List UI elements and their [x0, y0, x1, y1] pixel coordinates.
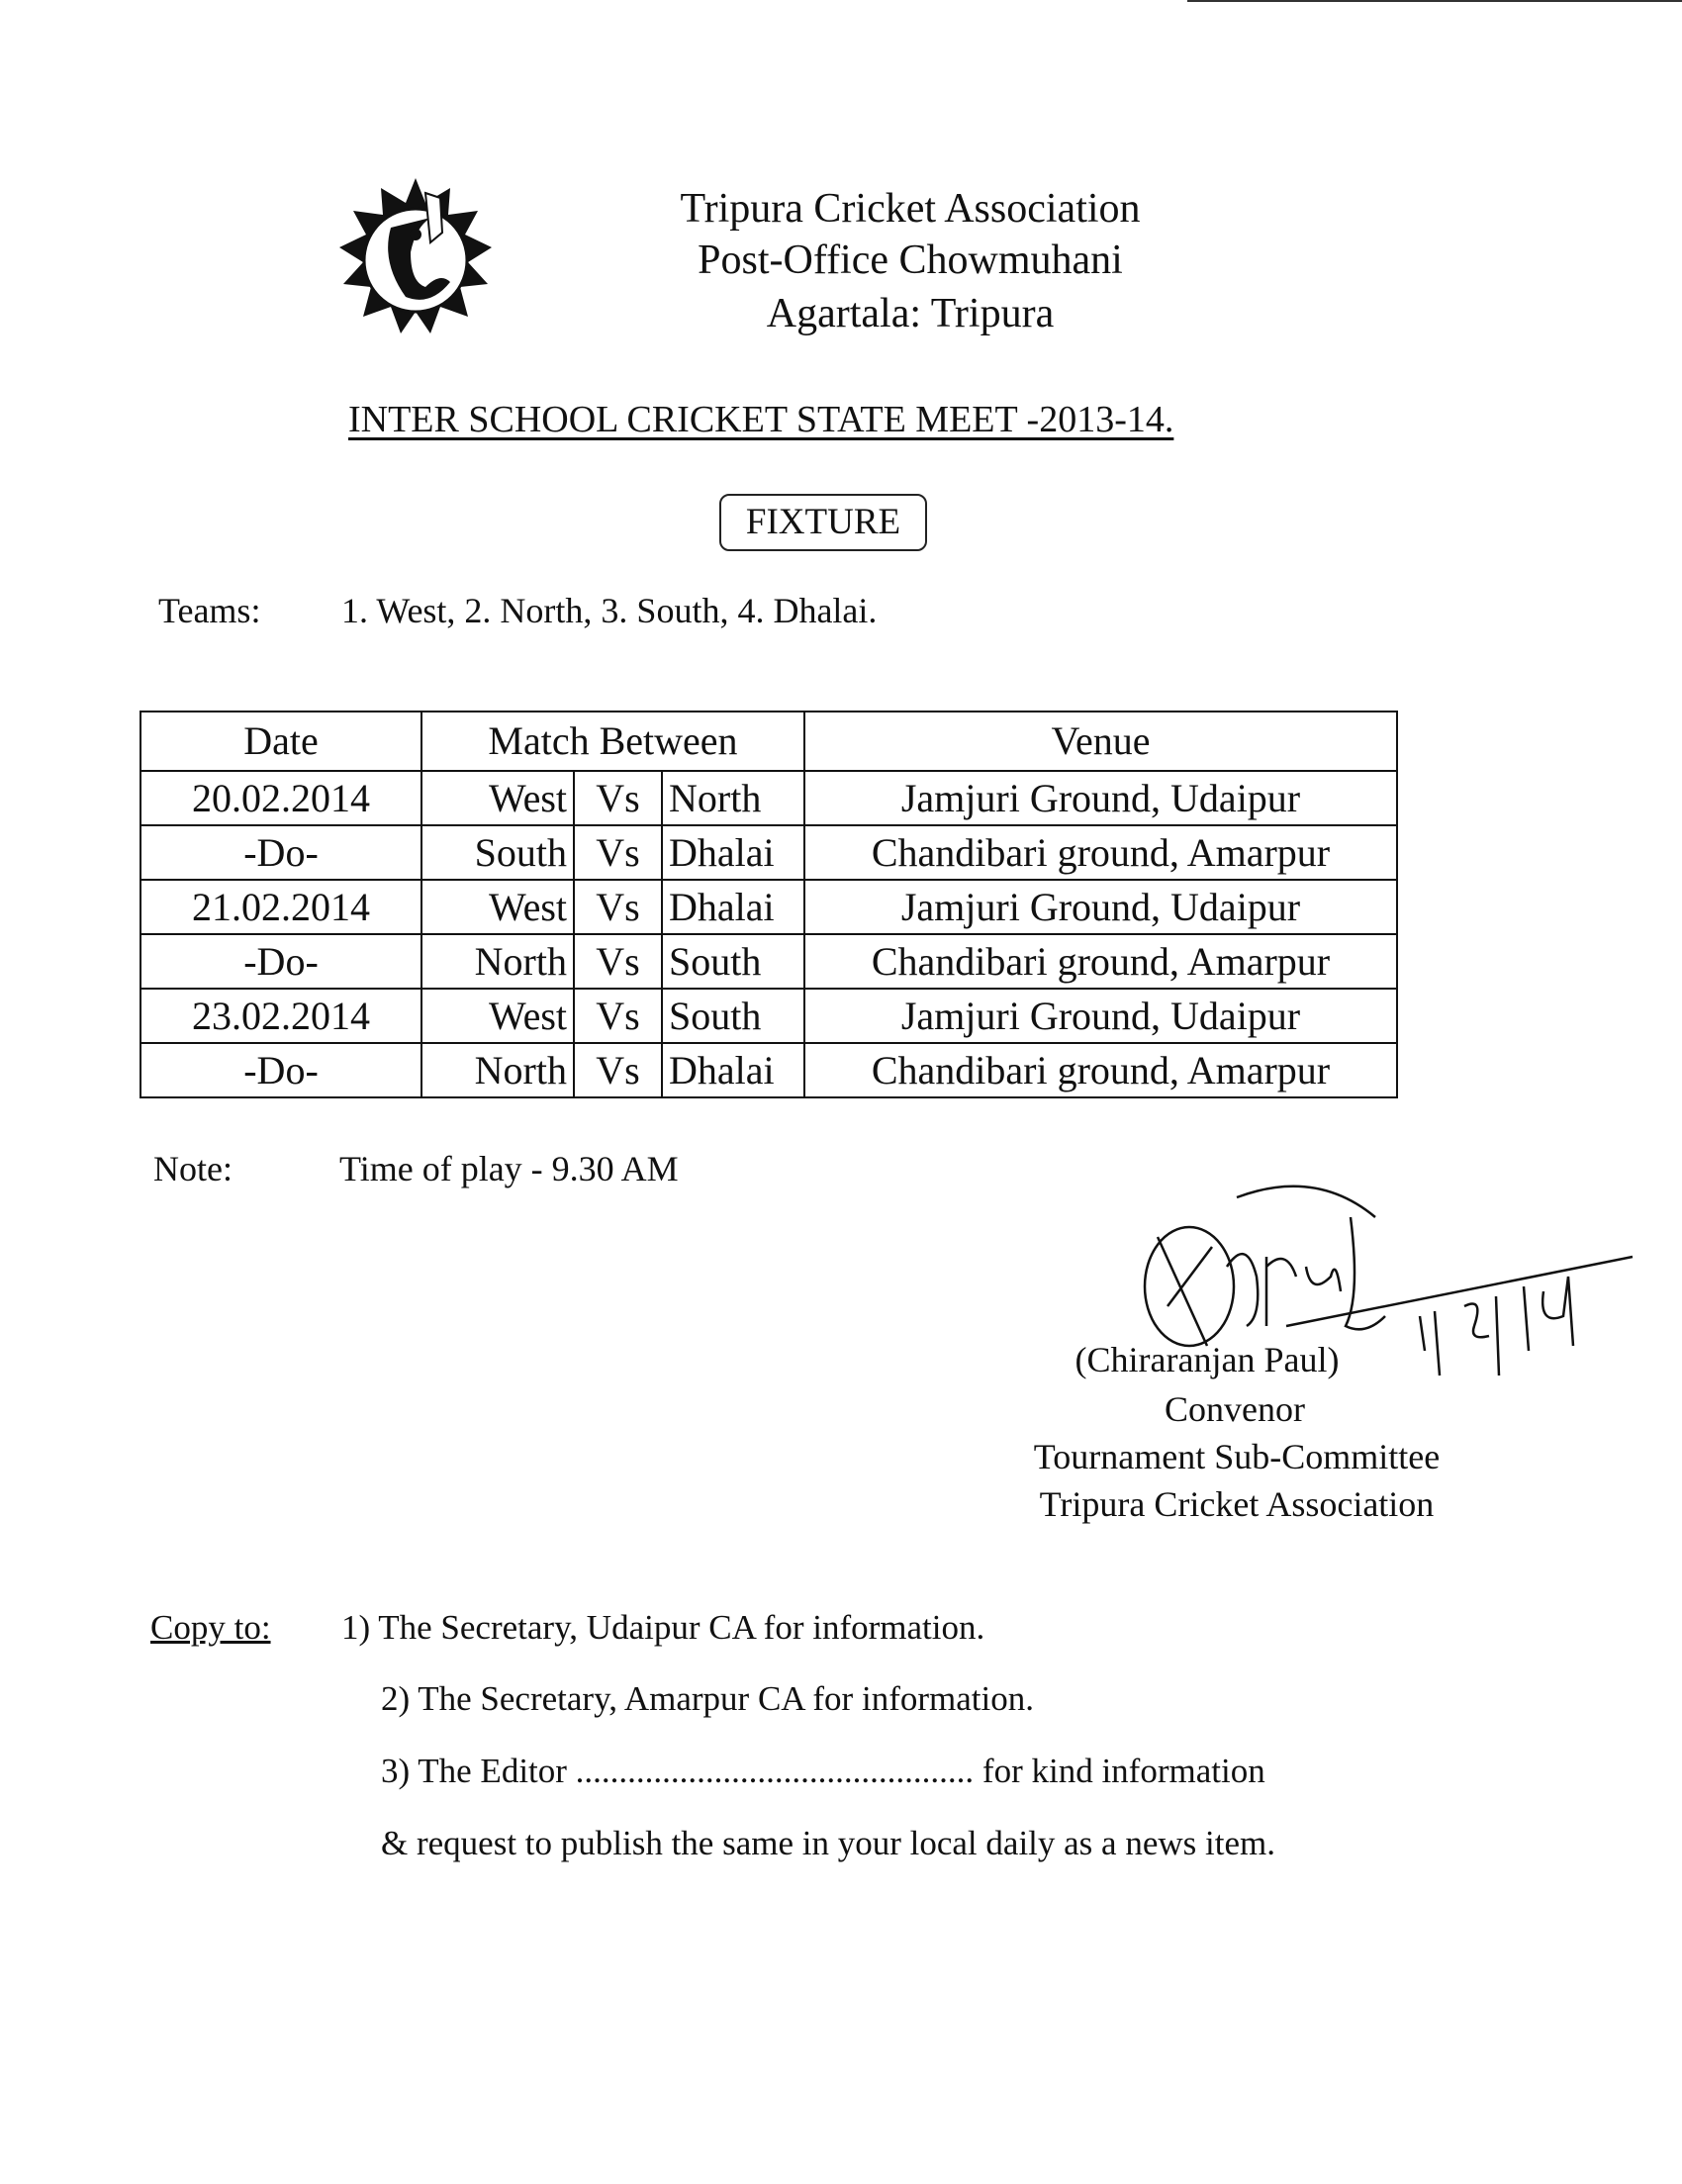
address-line-1: Post-Office Chowmuhani — [698, 237, 1123, 283]
organization-name: Tripura Cricket Association — [680, 186, 1141, 232]
cell-date: 20.02.2014 — [140, 771, 421, 825]
cell-date: 21.02.2014 — [140, 880, 421, 934]
signatory-committee: Tournament Sub-Committee — [1033, 1437, 1441, 1476]
cell-team1: South — [421, 825, 574, 880]
fixture-table — [140, 711, 1398, 1098]
table-row — [140, 1043, 1397, 1097]
cell-date: -Do- — [140, 825, 421, 880]
table-row — [140, 934, 1397, 989]
signatory-organization: Tripura Cricket Association — [1039, 1484, 1435, 1524]
signatory-designation: Convenor — [1165, 1389, 1305, 1429]
table-row — [140, 825, 1397, 880]
cell-team1: North — [421, 934, 574, 989]
cell-team1: West — [421, 989, 574, 1043]
cell-vs: Vs — [574, 880, 662, 934]
cell-vs: Vs — [574, 989, 662, 1043]
cell-team1: North — [421, 1043, 574, 1097]
cell-team2: South — [662, 989, 804, 1043]
copy-to-item: 1) The Secretary, Udaipur CA for information. — [341, 1608, 985, 1647]
header-match-between: Match Between — [421, 712, 804, 771]
table-row — [140, 771, 1397, 825]
cell-venue: Jamjuri Ground, Udaipur — [804, 989, 1397, 1043]
header-venue: Venue — [804, 712, 1397, 771]
scan-edge-line — [1187, 0, 1682, 2]
cell-team2: Dhalai — [662, 1043, 804, 1097]
cell-date: -Do- — [140, 1043, 421, 1097]
teams-label: Teams: — [158, 591, 261, 630]
cell-team1: West — [421, 771, 574, 825]
copy-to-label: Copy to: — [150, 1608, 271, 1647]
cell-venue: Chandibari ground, Amarpur — [804, 1043, 1397, 1097]
note-value: Time of play - 9.30 AM — [339, 1149, 679, 1188]
copy-to-item: 2) The Secretary, Amarpur CA for information. — [381, 1679, 1034, 1718]
header-date: Date — [140, 712, 421, 771]
cell-date: -Do- — [140, 934, 421, 989]
fixture-heading: FIXTURE — [719, 494, 927, 551]
cell-vs: Vs — [574, 771, 662, 825]
cell-vs: Vs — [574, 1043, 662, 1097]
address-line-2: Agartala: Tripura — [766, 291, 1055, 336]
cell-team2: Dhalai — [662, 880, 804, 934]
table-row — [140, 880, 1397, 934]
cell-venue: Chandibari ground, Amarpur — [804, 825, 1397, 880]
note-label: Note: — [153, 1149, 233, 1188]
cell-date: 23.02.2014 — [140, 989, 421, 1043]
tca-emblem-icon — [331, 173, 500, 341]
teams-value: 1. West, 2. North, 3. South, 4. Dhalai. — [341, 591, 878, 630]
cell-vs: Vs — [574, 825, 662, 880]
cell-team2: South — [662, 934, 804, 989]
cell-venue: Jamjuri Ground, Udaipur — [804, 880, 1397, 934]
table-header-row — [140, 712, 1397, 771]
cell-vs: Vs — [574, 934, 662, 989]
cell-team2: Dhalai — [662, 825, 804, 880]
cell-team2: North — [662, 771, 804, 825]
table-row — [140, 989, 1397, 1043]
copy-to-item: & request to publish the same in your local daily as a news item. — [381, 1824, 1275, 1862]
cell-team1: West — [421, 880, 574, 934]
cell-venue: Chandibari ground, Amarpur — [804, 934, 1397, 989]
signatory-name: (Chiraranjan Paul) — [1075, 1340, 1340, 1379]
document-title: INTER SCHOOL CRICKET STATE MEET -2013-14. — [348, 399, 1174, 440]
cell-venue: Jamjuri Ground, Udaipur — [804, 771, 1397, 825]
copy-to-item: 3) The Editor .............................................. for kind information — [381, 1752, 1265, 1790]
